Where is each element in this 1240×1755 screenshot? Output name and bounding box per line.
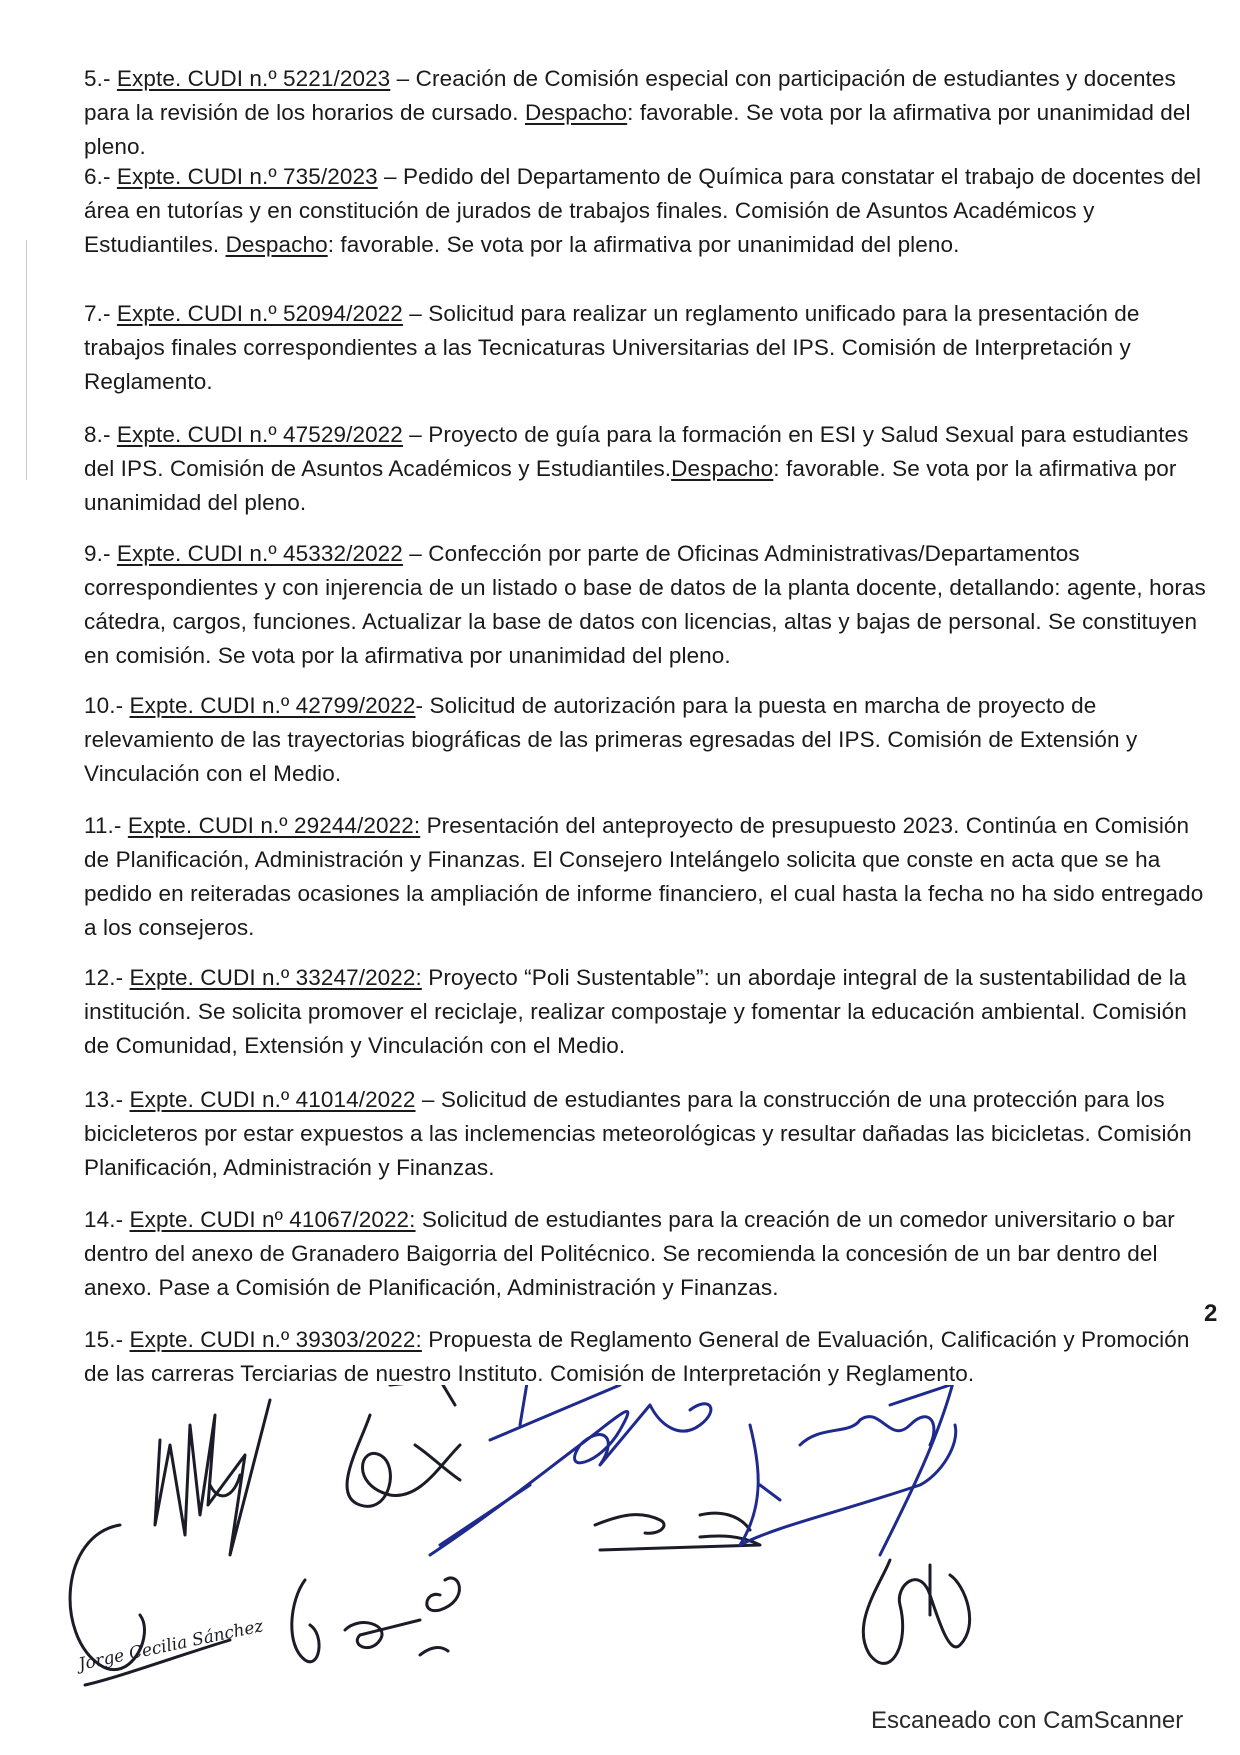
expediente-ref: Expte. CUDI n.º 5221/2023 [116, 66, 391, 91]
agenda-item-11: 11.- Expte. CUDI n.º 29244/2022: Presentación del anteproyecto de presupuesto 2023. Continúa en Comisión de Planificación, Administración y Finanzas. El Consejero Intelángelo solicita que conste en acta que se ha pedido en reiteradas ocasiones la ampliación de informe financiero, el cual hasta la fecha no ha sido entregado a los consejeros. [84, 813, 1204, 940]
signature-4 [292, 1578, 460, 1662]
agenda-item-8: 8.- Expte. CUDI n.º 47529/2022 – Proyecto de guía para la formación en ESI y Salud Sexual para estudiantes del IPS. Comisión de Asuntos Académicos y Estudiantiles.Despacho: favorable. Se vota por la afirmativa por unanimidad del pleno. [84, 422, 1189, 515]
signature-5 [430, 1385, 711, 1555]
agenda-item-12: 12.- Expte. CUDI n.º 33247/2022: Proyecto “Poli Sustentable”: un abordaje integral de la sustentabilidad de la institución. Se solicita promover el reciclaje, realizar compostaje y fomentar la educación ambiental. Comisión de Comunidad, Extensión y Vinculación con el Medio. [84, 965, 1187, 1058]
despacho-label: Despacho [225, 232, 328, 257]
agenda-item-10: 10.- Expte. CUDI n.º 42799/2022- Solicitud de autorización para la puesta en marcha de proyecto de relevamiento de las trayectorias biográficas de las primeras egresadas del IPS. Comisión de Extensión y Vinculación con el Medio. [84, 693, 1138, 786]
expediente-ref: Expte. CUDI n.º 47529/2022 [116, 422, 403, 447]
expediente-ref: Expte. CUDI n.º 33247/2022: [129, 965, 422, 990]
agenda-item-6: 6.- Expte. CUDI n.º 735/2023 – Pedido del Departamento de Química para constatar el trabajo de docentes del área en tutorías y en constitución de jurados de trabajos finales. Comisión de Asuntos Académicos y Estudiantiles. Despacho: favorable. Se vota por la afirmativa por unanimidad del pleno. [84, 164, 1202, 257]
signature-handwritten-name: Jorge Cecilia Sánchez [76, 1616, 266, 1675]
agenda-item-15: 15.- Expte. CUDI n.º 39303/2022: Propuesta de Reglamento General de Evaluación, Calificación y Promoción de las carreras Terciarias de nuestro Instituto. Comisión de Interpretación y Reglamento. [84, 1327, 1190, 1386]
agenda-item-14: 14.- Expte. CUDI nº 41067/2022: Solicitud de estudiantes para la creación de un comedor universitario o bar dentro del anexo de Granadero Baigorria del Politécnico. Se recomienda la concesión de un bar dentro del anexo. Pase a Comisión de Planificación, Administración y Finanzas. [84, 1207, 1175, 1300]
signature-6 [595, 1513, 760, 1550]
despacho-label: Despacho [671, 456, 774, 481]
expediente-ref: Expte. CUDI n.º 735/2023 [116, 164, 378, 189]
expediente-ref: Expte. CUDI n.º 42799/2022 [129, 693, 416, 718]
scanner-watermark: Escaneado con CamScanner [871, 1707, 1184, 1734]
agenda-item-9: 9.- Expte. CUDI n.º 45332/2022 – Confección por parte de Oficinas Administrativas/Departamentos correspondientes y con injerencia de un listado o base de datos de la planta docente, detallando: agente, horas cátedra, cargos, funciones. Actualizar la base de datos con licencias, altas y bajas de personal. Se constituyen en comisión. Se vota por la afirmativa por unanimidad del pleno. [84, 541, 1206, 668]
agenda-item-13: 13.- Expte. CUDI n.º 41014/2022 – Solicitud de estudiantes para la construcción de una protección para los bicicleteros por estar expuestos a las inclemencias meteorológicas y resultar dañadas las bicicletas. Comisión Planificación, Administración y Finanzas. [84, 1087, 1192, 1180]
signatures-block [60, 1385, 1160, 1705]
expediente-ref: Expte. CUDI n.º 41014/2022 [129, 1087, 416, 1112]
expediente-ref: Expte. CUDI nº 41067/2022: [129, 1207, 416, 1232]
signature-1 [155, 1400, 270, 1555]
signature-8 [863, 1560, 969, 1663]
agenda-item-5: 5.- Expte. CUDI n.º 5221/2023 – Creación de Comisión especial con participación de estudiantes y docentes para la revisión de los horarios de cursado. Despacho: favorable. Se vota por la afirmativa por unanimidad del pleno. [84, 66, 1191, 159]
expediente-ref: Expte. CUDI n.º 39303/2022: [129, 1327, 422, 1352]
signature-2 [70, 1525, 266, 1685]
expediente-ref: Expte. CUDI n.º 52094/2022 [116, 301, 403, 326]
agenda-item-7: 7.- Expte. CUDI n.º 52094/2022 – Solicitud para realizar un reglamento unificado para la presentación de trabajos finales correspondientes a las Tecnicaturas Universitarias del IPS. Comisión de Interpretación y Reglamento. [84, 301, 1140, 394]
expediente-ref: Expte. CUDI n.º 29244/2022: [127, 813, 421, 838]
page-number: 2 [1204, 1300, 1218, 1327]
expediente-ref: Expte. CUDI n.º 45332/2022 [116, 541, 403, 566]
scan-margin-line [26, 240, 27, 480]
signature-3 [347, 1385, 460, 1506]
despacho-label: Despacho [525, 100, 628, 125]
signature-7 [740, 1385, 956, 1555]
